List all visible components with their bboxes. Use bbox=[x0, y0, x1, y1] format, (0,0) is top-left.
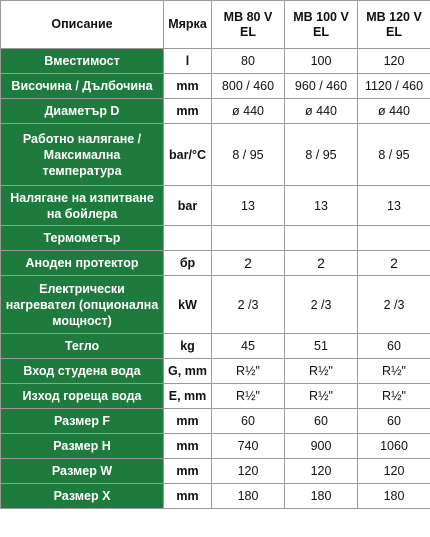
table-row bbox=[1, 186, 430, 226]
header-unit: Мярка bbox=[164, 1, 212, 49]
value-120: 13 bbox=[358, 186, 430, 226]
value-100: R½" bbox=[285, 359, 358, 384]
table-row bbox=[1, 334, 430, 359]
value-100: R½" bbox=[285, 384, 358, 409]
value-80: 180 bbox=[212, 484, 285, 509]
table-row bbox=[1, 99, 430, 124]
header-model-120: MB 120 V EL bbox=[358, 1, 430, 49]
row-unit: mm bbox=[164, 74, 212, 99]
value-120: 2 /3 bbox=[358, 276, 430, 334]
table-row bbox=[1, 459, 430, 484]
row-unit: mm bbox=[164, 99, 212, 124]
value-80: 800 / 460 bbox=[212, 74, 285, 99]
row-unit bbox=[164, 226, 212, 251]
row-unit: G, mm bbox=[164, 359, 212, 384]
value-80: 120 bbox=[212, 459, 285, 484]
row-unit: bar/°C bbox=[164, 124, 212, 186]
table-row bbox=[1, 484, 430, 509]
value-120: 120 bbox=[358, 49, 430, 74]
value-80: 2 bbox=[212, 251, 285, 276]
row-label: Размер W bbox=[1, 459, 164, 484]
row-label: Размер X bbox=[1, 484, 164, 509]
row-unit: mm bbox=[164, 434, 212, 459]
value-80: 13 bbox=[212, 186, 285, 226]
row-unit: bar bbox=[164, 186, 212, 226]
table-row bbox=[1, 384, 430, 409]
value-80: 45 bbox=[212, 334, 285, 359]
row-label: Изход гореща вода bbox=[1, 384, 164, 409]
row-label: Електрически нагревател (опционална мощност) bbox=[1, 276, 164, 334]
row-unit: бр bbox=[164, 251, 212, 276]
value-120: 8 / 95 bbox=[358, 124, 430, 186]
value-80: ø 440 bbox=[212, 99, 285, 124]
value-120: R½" bbox=[358, 384, 430, 409]
row-label: Вход студена вода bbox=[1, 359, 164, 384]
row-label: Работно налягане / Максимална температура bbox=[1, 124, 164, 186]
table-row bbox=[1, 49, 430, 74]
value-120 bbox=[358, 226, 430, 251]
value-120: 60 bbox=[358, 334, 430, 359]
value-100: 960 / 460 bbox=[285, 74, 358, 99]
row-unit: kW bbox=[164, 276, 212, 334]
value-100: 120 bbox=[285, 459, 358, 484]
row-unit: E, mm bbox=[164, 384, 212, 409]
value-80 bbox=[212, 226, 285, 251]
value-100 bbox=[285, 226, 358, 251]
value-120: 1120 / 460 bbox=[358, 74, 430, 99]
value-100: 13 bbox=[285, 186, 358, 226]
table-row bbox=[1, 359, 430, 384]
row-unit: l bbox=[164, 49, 212, 74]
value-100: 51 bbox=[285, 334, 358, 359]
table-row bbox=[1, 74, 430, 99]
value-80: 740 bbox=[212, 434, 285, 459]
header-model-80: MB 80 V EL bbox=[212, 1, 285, 49]
value-80: 8 / 95 bbox=[212, 124, 285, 186]
value-120: 180 bbox=[358, 484, 430, 509]
value-80: 60 bbox=[212, 409, 285, 434]
value-120: 120 bbox=[358, 459, 430, 484]
table-row bbox=[1, 434, 430, 459]
header-model-100: MB 100 V EL bbox=[285, 1, 358, 49]
table-row bbox=[1, 409, 430, 434]
row-unit: mm bbox=[164, 459, 212, 484]
value-100: 180 bbox=[285, 484, 358, 509]
row-label: Диаметър D bbox=[1, 99, 164, 124]
row-unit: mm bbox=[164, 484, 212, 509]
value-100: 100 bbox=[285, 49, 358, 74]
table-row bbox=[1, 251, 430, 276]
value-120: 60 bbox=[358, 409, 430, 434]
value-120: 2 bbox=[358, 251, 430, 276]
row-label: Вместимост bbox=[1, 49, 164, 74]
row-label: Аноден протектор bbox=[1, 251, 164, 276]
header-description: Описание bbox=[1, 1, 164, 49]
row-label: Височина / Дълбочина bbox=[1, 74, 164, 99]
row-label: Термометър bbox=[1, 226, 164, 251]
row-label: Размер F bbox=[1, 409, 164, 434]
value-80: R½" bbox=[212, 384, 285, 409]
value-100: 2 /3 bbox=[285, 276, 358, 334]
row-label: Налягане на изпитване на бойлера bbox=[1, 186, 164, 226]
value-80: 80 bbox=[212, 49, 285, 74]
row-label: Тегло bbox=[1, 334, 164, 359]
row-unit: mm bbox=[164, 409, 212, 434]
value-80: R½" bbox=[212, 359, 285, 384]
value-100: 2 bbox=[285, 251, 358, 276]
value-100: 900 bbox=[285, 434, 358, 459]
value-120: R½" bbox=[358, 359, 430, 384]
row-label: Размер H bbox=[1, 434, 164, 459]
value-100: 8 / 95 bbox=[285, 124, 358, 186]
table-row bbox=[1, 124, 430, 186]
row-unit: kg bbox=[164, 334, 212, 359]
header-row bbox=[1, 1, 430, 49]
table-row bbox=[1, 226, 430, 251]
value-80: 2 /3 bbox=[212, 276, 285, 334]
value-120: 1060 bbox=[358, 434, 430, 459]
value-100: ø 440 bbox=[285, 99, 358, 124]
value-120: ø 440 bbox=[358, 99, 430, 124]
value-100: 60 bbox=[285, 409, 358, 434]
table-row bbox=[1, 276, 430, 334]
